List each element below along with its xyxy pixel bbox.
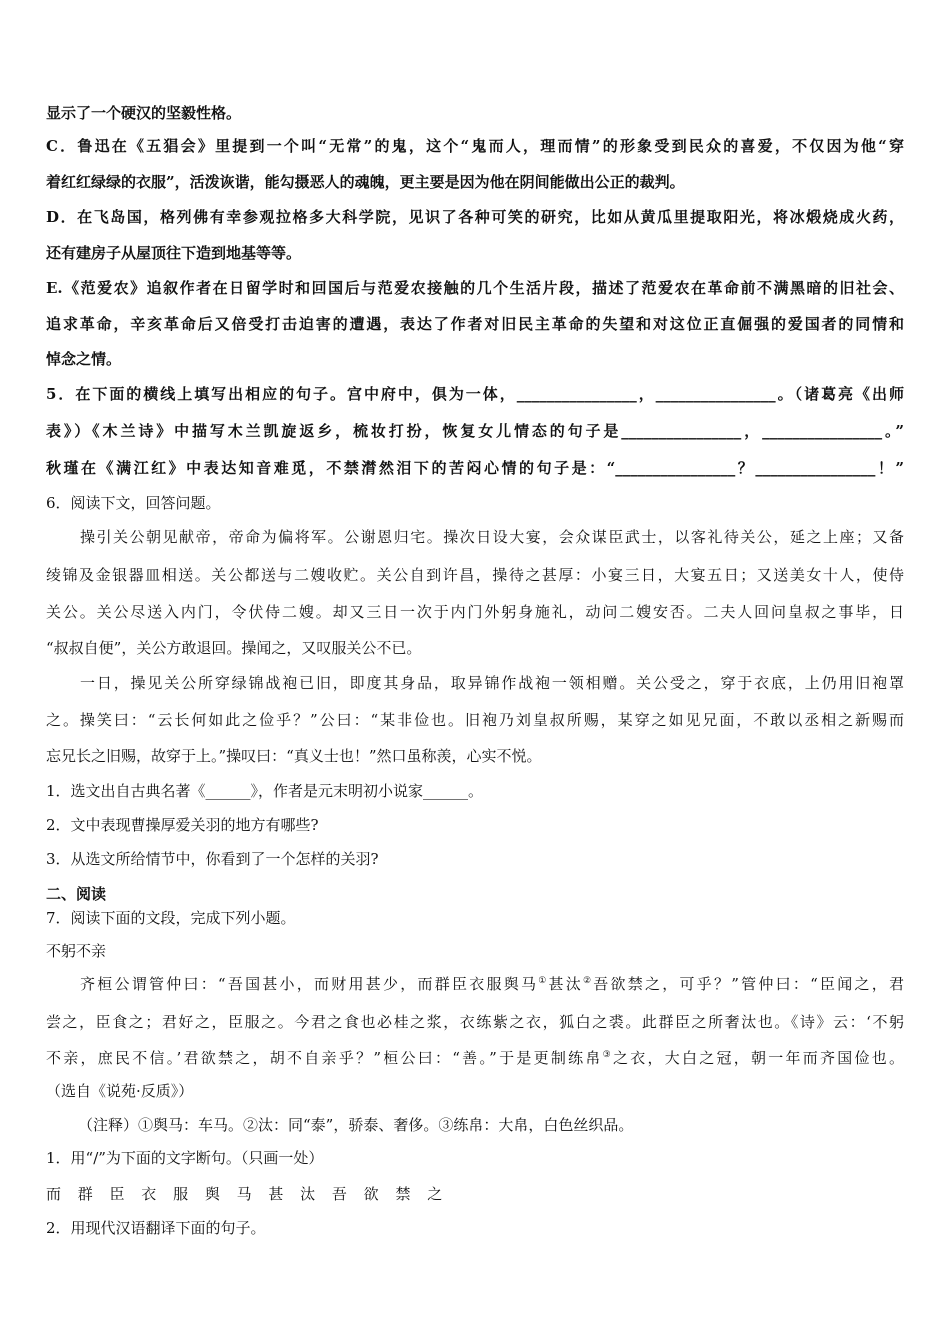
option-e-line-1: E.《范爱农》追叙作者在日留学时和回国后与范爱农接触的几个生活片段，描述了范爱农在革命前不满黑暗的旧社会、 — [46, 279, 904, 297]
option-e-line-2: 追求革命，辛亥革命后又倍受打击迫害的遭遇，表达了作者对旧民主革命的失望和对这位正直倔强的爱国者的同情和 — [46, 315, 904, 333]
section-heading: 二、阅读 — [46, 885, 107, 903]
passage-title: 不躬不亲 — [46, 942, 107, 960]
sub-question-3: 3．从选文所给情节中，你看到了一个怎样的关羽? — [46, 850, 379, 868]
passage-2-line-1: 一日，操见关公所穿绿锦战袍已旧，即度其身品，取异锦作战袍一领相赠。关公受之，穿于衣底，上仍用旧袍罩 — [80, 674, 904, 692]
sub-question-7-2: 2．用现代汉语翻译下面的句子。 — [46, 1219, 266, 1237]
passage-source: （选自《说苑·反质》） — [46, 1082, 194, 1100]
option-d-line-2: 还有建房子从屋顶往下造到地基等等。 — [46, 244, 302, 262]
passage-notes: （注释）①舆马：车马。②汰：同“泰”，骄泰、奢侈。③练帛：大帛，白色丝织品。 — [78, 1116, 634, 1134]
classical-passage-line-2: 尝之，臣食之；君好之，臣服之。今君之食也必桂之浆，衣练紫之衣，狐白之裘。此群臣之所奢汰也。《诗》云：‘不躬 — [46, 1013, 904, 1031]
passage-1-line-4: “叔叔自便”，关公方敢退回。操闻之，又叹服关公不已。 — [46, 639, 422, 657]
option-c-line-1: C．鲁迅在《五猖会》里提到一个叫“无常”的鬼，这个“鬼而人，理而情”的形象受到民众的喜爱，不仅因为他“穿 — [46, 137, 904, 155]
question-7-title: 7．阅读下面的文段，完成下列小题。 — [46, 909, 296, 927]
option-b-tail: 显示了一个硬汉的坚毅性格。 — [46, 104, 242, 122]
sub-question-7-1: 1．用“/”为下面的文字断句。（只画一处） — [46, 1149, 324, 1167]
passage-1-line-1: 操引关公朝见献帝，帝命为偏将军。公谢恩归宅。操次日设大宴，会众谋臣武士，以客礼待关公，延之上座；又备 — [80, 528, 904, 546]
question-5-line-1: 5．在下面的横线上填写出相应的句子。宫中府中，俱为一体，________________，________________。（诸葛亮《出师 — [46, 385, 904, 403]
passage-1-line-2: 绫锦及金银器皿相送。关公都送与二嫂收贮。关公自到许昌，操待之甚厚：小宴三日，大宴五日；又送美女十人，使侍 — [46, 566, 904, 584]
question-6-title: 6．阅读下文，回答问题。 — [46, 494, 221, 512]
option-e-line-3: 悼念之情。 — [46, 350, 122, 368]
classical-passage-line-1: 齐桓公谓管仲曰：“吾国甚小，而财用甚少，而群臣衣服舆马①甚汰②吾欲禁之，可乎？”管仲曰：“臣闻之，君 — [80, 975, 904, 993]
classical-passage-line-3: 不亲，庶民不信。’君欲禁之，胡不自亲乎？”桓公曰：“善。”于是更制练帛③之衣，大白之冠，朝一年而齐国俭也。 — [46, 1049, 904, 1067]
option-c-line-2: 着红红绿绿的衣服”，活泼诙谐，能勾摄恶人的魂魄，更主要是因为他在阴间能做出公正的裁判。 — [46, 173, 685, 191]
passage-1-line-3: 关公。关公尽送入内门，令伏侍二嫂。却又三日一次于内门外躬身施礼，动问二嫂安否。二夫人回问皇叔之事毕，日 — [46, 603, 904, 621]
passage-2-line-3: 忘兄长之旧赐，故穿于上。”操叹曰：“真义士也！”然口虽称羡，心实不悦。 — [46, 747, 542, 765]
question-5-line-2: 表》）《木兰诗》中描写木兰凯旋返乡，梳妆打扮，恢复女儿情态的句子是________________，________________。” — [46, 422, 904, 440]
option-d-line-1: D．在飞岛国，格列佛有幸参观拉格多大科学院，见识了各种可笑的研究，比如从黄瓜里提取阳光，将冰煅烧成火药， — [46, 208, 904, 226]
punctuation-sentence: 而 群 臣 衣 服 舆 马 甚 汰 吾 欲 禁 之 — [46, 1185, 449, 1203]
sub-question-1: 1．选文出自古典名著《______》，作者是元末明初小说家______。 — [46, 782, 484, 800]
question-5-line-3: 秋瑾在《满江红》中表达知音难觅，不禁潸然泪下的苦闷心情的句子是：“________________？________________！” — [46, 459, 904, 477]
sub-question-2: 2．文中表现曹操厚爱关羽的地方有哪些? — [46, 816, 319, 834]
passage-2-line-2: 之。操笑曰：“云长何如此之俭乎？”公曰：“某非俭也。旧袍乃刘皇叔所赐，某穿之如见兄面，不敢以丞相之新赐而 — [46, 711, 904, 729]
